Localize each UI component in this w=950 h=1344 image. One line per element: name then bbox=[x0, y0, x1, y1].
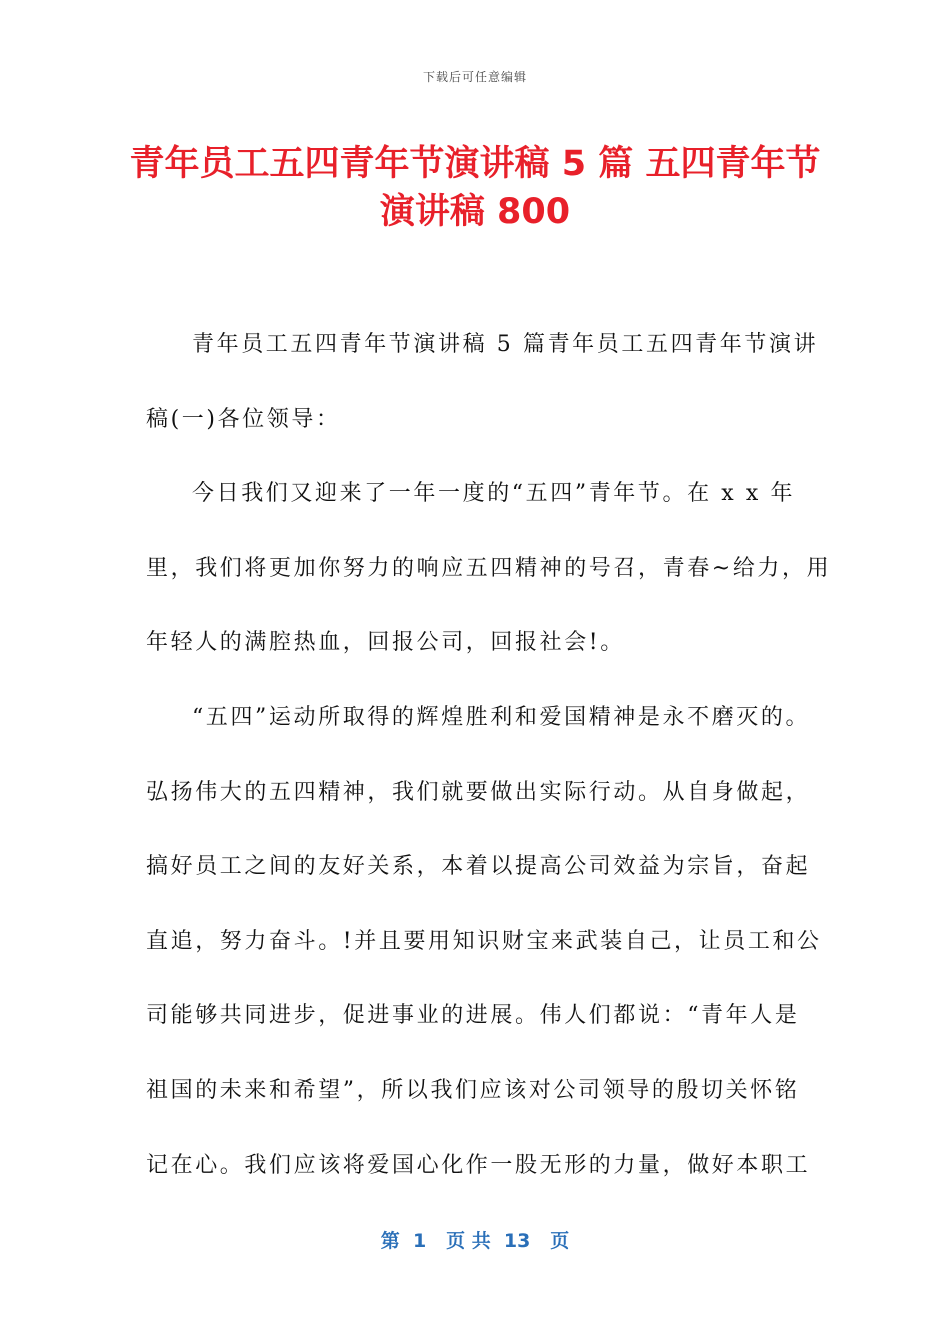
paragraph-3-line-3: 搞好员工之间的友好关系，本着以提高公司效益为宗旨，奋起 bbox=[146, 854, 811, 880]
paragraph-3-line-1: “五四”运动所取得的辉煌胜利和爱国精神是永不磨灭的。 bbox=[192, 704, 811, 730]
paragraph-3-line-5: 司能够共同进步，促进事业的进展。伟人们都说：“青年人是 bbox=[146, 1003, 800, 1029]
document-title bbox=[100, 140, 850, 236]
paragraph-1-line-2: 稿(一)各位领导： bbox=[146, 406, 341, 432]
paragraph-1-line-1: 青年员工五四青年节演讲稿 5 篇青年员工五四青年节演讲 bbox=[192, 332, 819, 357]
paragraph-2-line-3: 年轻人的满腔热血，回报公司，回报社会!。 bbox=[146, 630, 625, 656]
title-line-2: 演讲稿 800 bbox=[379, 192, 571, 232]
page-number-footer: 第 1 页 共 13 页 bbox=[380, 1230, 570, 1252]
paragraph-2-line-1: 今日我们又迎来了一年一度的“五四”青年节。在 x x 年 bbox=[192, 481, 796, 507]
paragraph-2-line-2: 里，我们将更加你努力的响应五四精神的号召，青春~给力，用 bbox=[146, 555, 832, 581]
body-text bbox=[146, 318, 832, 1213]
paragraph-3-line-4: 直追，努力奋斗。!并且要用知识财宝来武装自己，让员工和公 bbox=[146, 928, 822, 954]
header-note: 下载后可任意编辑 bbox=[422, 70, 527, 84]
paragraph-3-line-6: 祖国的未来和希望”，所以我们应该对公司领导的殷切关怀铭 bbox=[146, 1077, 800, 1103]
paragraph-3-line-2: 弘扬伟大的五四精神，我们就要做出实际行动。从自身做起， bbox=[146, 779, 811, 805]
paragraph-3-line-7: 记在心。我们应该将爱国心化作一股无形的力量，做好本职工 bbox=[146, 1152, 811, 1178]
title-line-1: 青年员工五四青年节演讲稿 5 篇 五四青年节 bbox=[129, 144, 821, 184]
